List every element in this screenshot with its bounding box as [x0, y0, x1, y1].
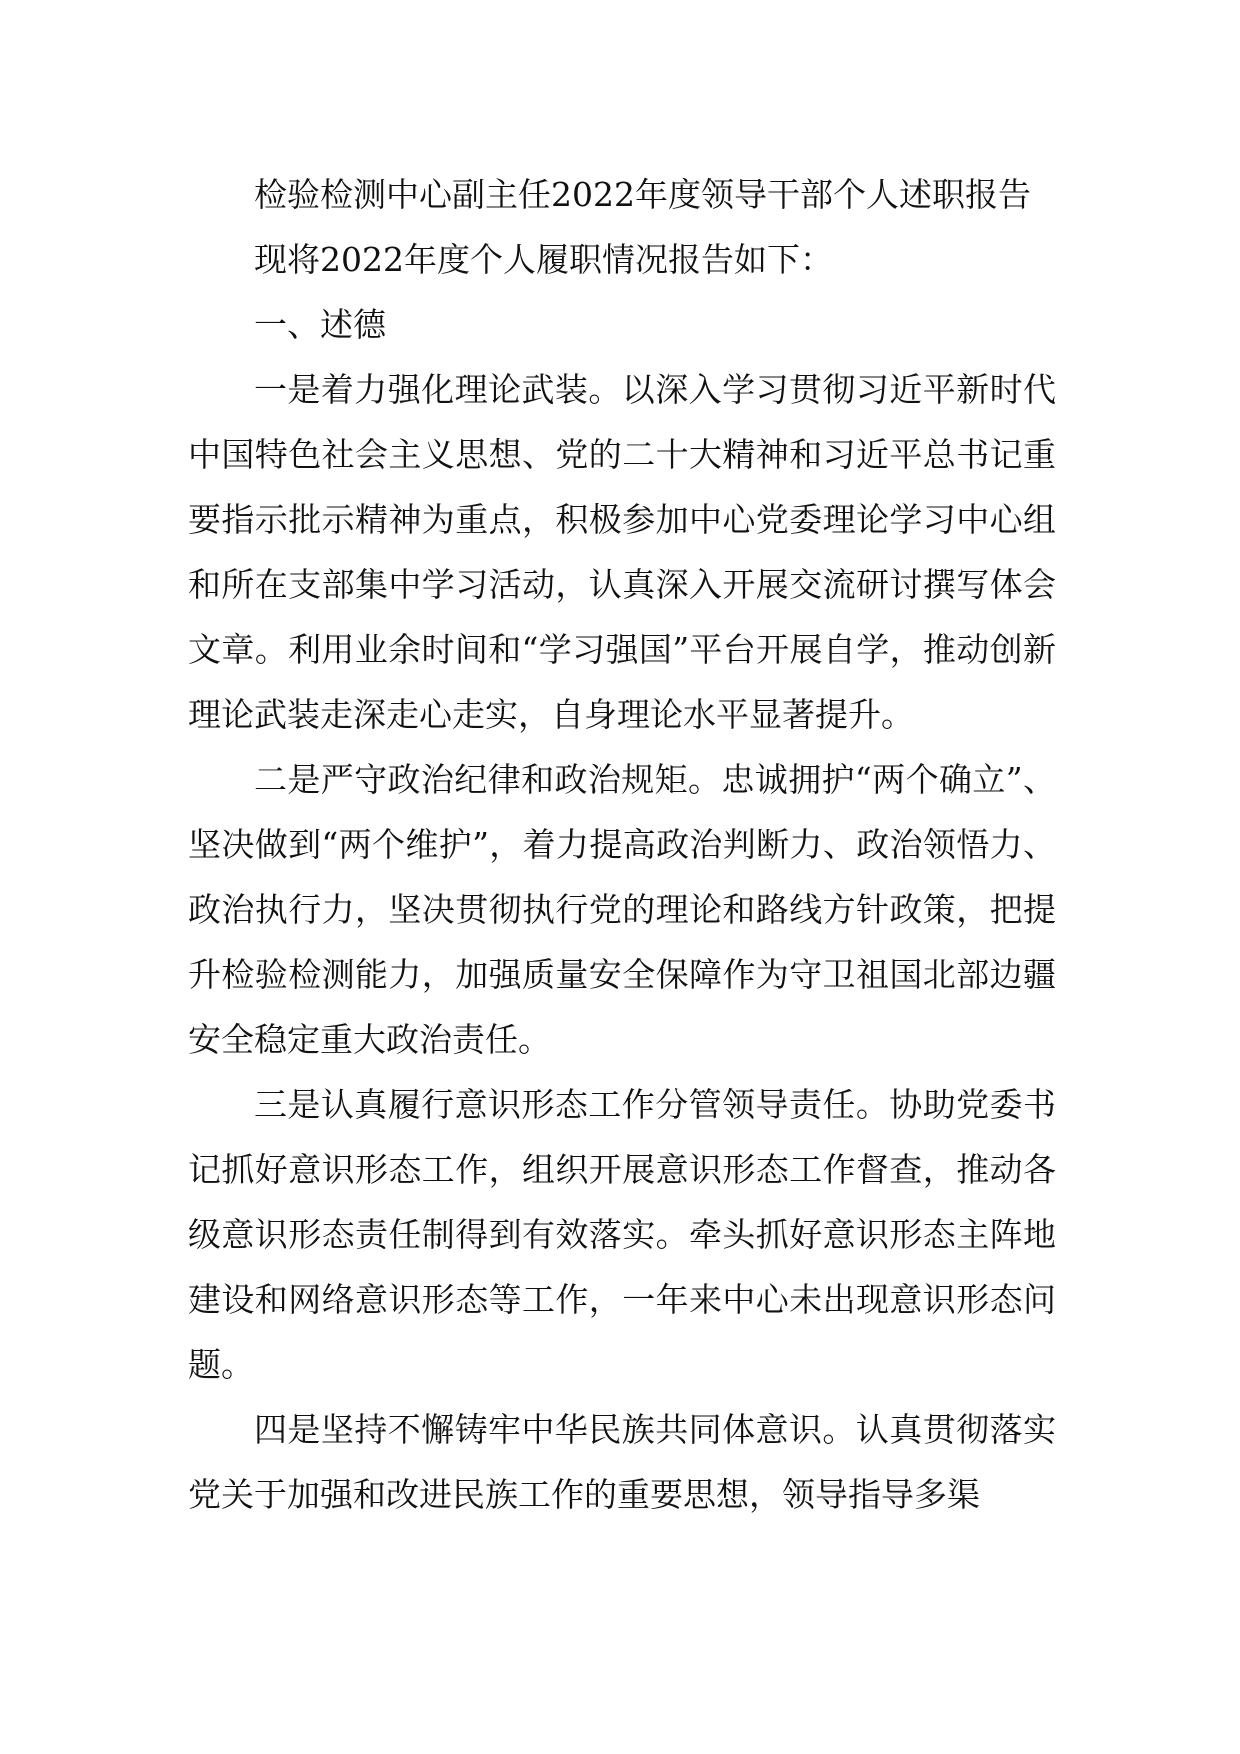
paragraph-theory: 一是着力强化理论武装。以深入学习贯彻习近平新时代中国特色社会主义思想、党的二十大精神和习近平总书记重要指示批示精神为重点，积极参加中心党委理论学习中心组和所在支部集中学习活动，认真深入开展交流研讨撰写体会文章。利用业余时间和“学习强国”平台开展自学，推动创新理论武装走深走心走实，自身理论水平显著提升。 — [188, 370, 1056, 734]
paragraph-ideology: 三是认真履行意识形态工作分管领导责任。协助党委书记抓好意识形态工作，组织开展意识形态工作督查，推动各级意识形态责任制得到有效落实。牵头抓好意识形态主阵地建设和网络意识形态等工作，一年来中心未出现意识形态问题。 — [188, 1085, 1056, 1384]
document-page — [188, 162, 1056, 1527]
section-heading: 一、述德 — [254, 305, 386, 344]
intro-line: 现将2022年度个人履职情况报告如下： — [254, 240, 833, 279]
paragraph-discipline: 二是严守政治纪律和政治规矩。忠诚拥护“两个确立”、坚决做到“两个维护”，着力提高政治判断力、政治领悟力、政治执行力，坚决贯彻执行党的理论和路线方针政策，把提升检验检测能力，加强质量安全保障作为守卫祖国北部边疆安全稳定重大政治责任。 — [188, 760, 1056, 1059]
paragraph-nation: 四是坚持不懈铸牢中华民族共同体意识。认真贯彻落实党关于加强和改进民族工作的重要思想，领导指导多渠 — [188, 1410, 1056, 1514]
document-title: 检验检测中心副主任2022年度领导干部个人述职报告 — [254, 175, 1031, 214]
